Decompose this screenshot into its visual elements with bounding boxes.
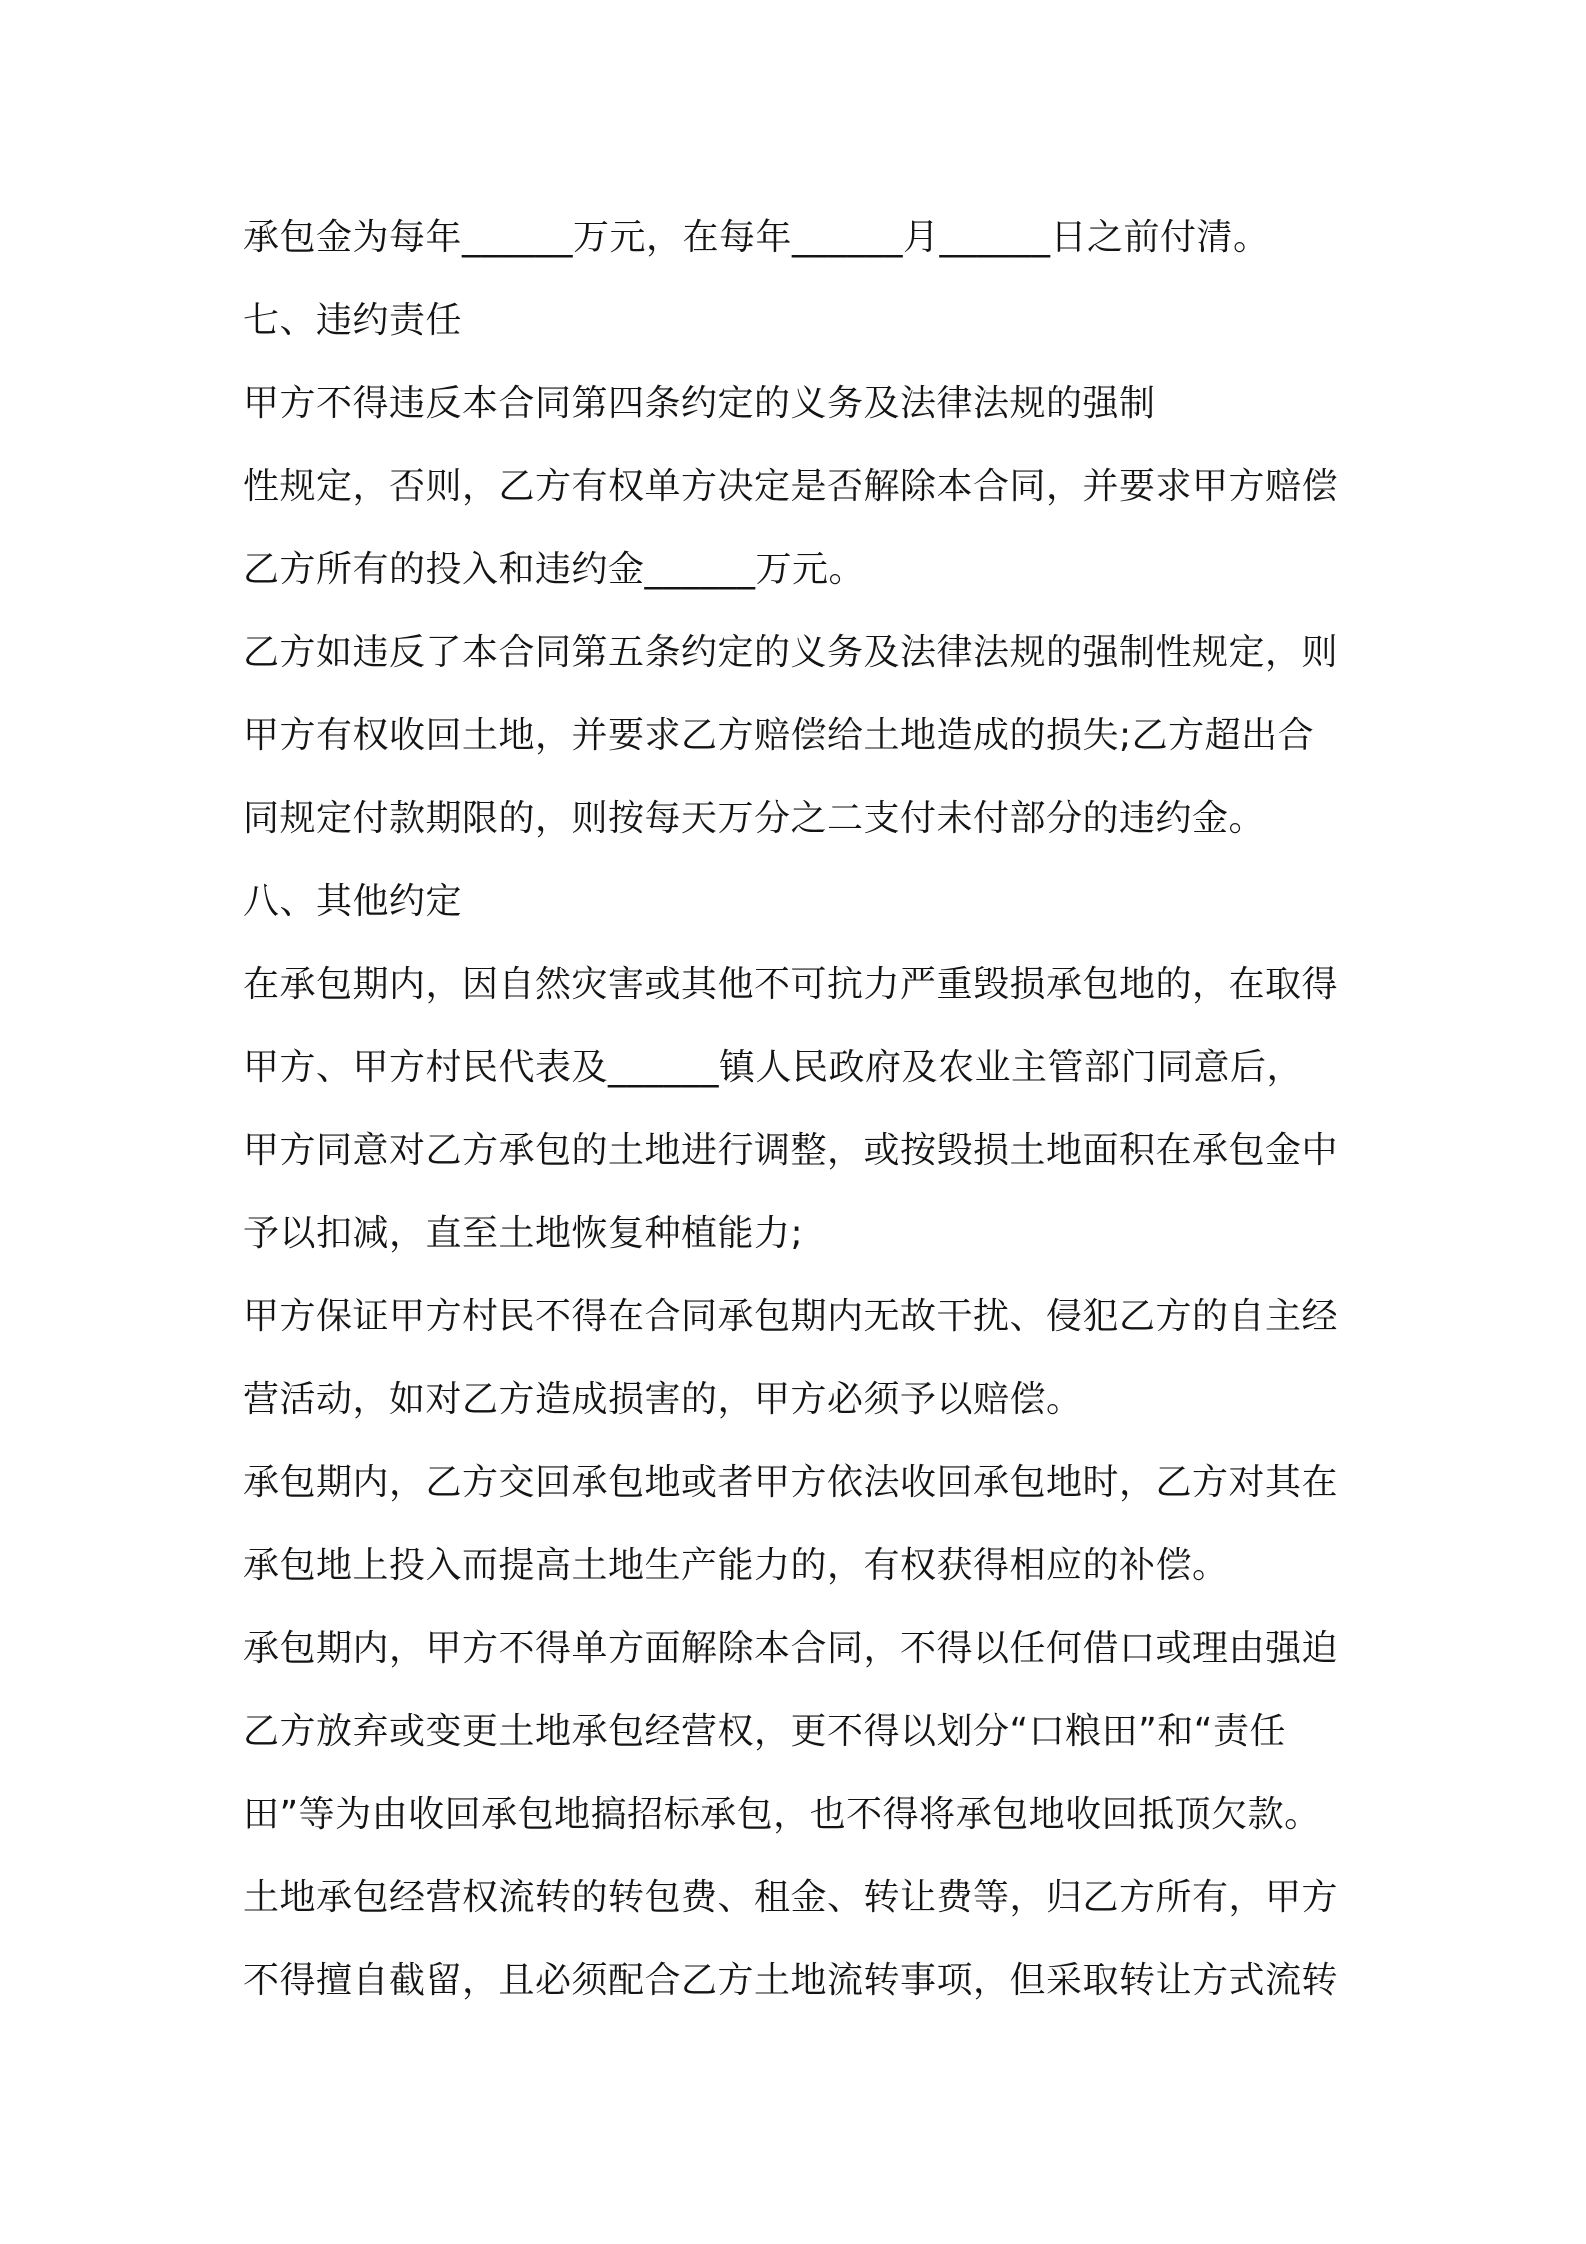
text-line: 承包期内，乙方交回承包地或者甲方依法收回承包地时，乙方对其在 [243,1462,1339,1503]
text-line: 土地承包经营权流转的转包费、租金、转让费等，归乙方所有，甲方 [243,1877,1339,1918]
section-heading: 七、违约责任 [243,300,463,341]
text-line: 甲方不得违反本合同第四条约定的义务及法律法规的强制 [243,383,1156,424]
text-line: 田”等为由收回承包地搞招标承包，也不得将承包地收回抵顶欠款。 [243,1794,1321,1835]
text-line: 同规定付款期限的，则按每天万分之二支付未付部分的违约金。 [243,798,1266,839]
text-line: 乙方如违反了本合同第五条约定的义务及法律法规的强制性规定，则 [243,632,1339,673]
text-line: 甲方保证甲方村民不得在合同承包期内无故干扰、侵犯乙方的自主经 [243,1296,1339,1337]
text-line: 在承包期内，因自然灾害或其他不可抗力严重毁损承包地的，在取得 [243,964,1339,1005]
text-line: 予以扣减，直至土地恢复种植能力; [243,1213,804,1254]
text-line: 甲方、甲方村民代表及______镇人民政府及农业主管部门同意后， [243,1047,1304,1088]
text-line: 营活动，如对乙方造成损害的，甲方必须予以赔偿。 [243,1379,1083,1420]
text-line: 承包金为每年______万元，在每年______月______日之前付清。 [243,217,1270,258]
text-line: 乙方所有的投入和违约金______万元。 [243,549,866,590]
text-line: 不得擅自截留，且必须配合乙方土地流转事项，但采取转让方式流转 [243,1960,1339,2001]
text-line: 承包期内，甲方不得单方面解除本合同，不得以任何借口或理由强迫 [243,1628,1339,1669]
text-line: 甲方有权收回土地，并要求乙方赔偿给土地造成的损失;乙方超出合 [243,715,1315,756]
text-line: 承包地上投入而提高土地生产能力的，有权获得相应的补偿。 [243,1545,1229,1586]
text-line: 甲方同意对乙方承包的土地进行调整，或按毁损土地面积在承包金中 [243,1130,1339,1171]
document-body [243,196,1383,2022]
text-line: 乙方放弃或变更土地承包经营权，更不得以划分“口粮田”和“责任 [243,1711,1286,1752]
text-line: 性规定，否则，乙方有权单方决定是否解除本合同，并要求甲方赔偿 [243,466,1339,507]
section-heading: 八、其他约定 [243,881,463,922]
